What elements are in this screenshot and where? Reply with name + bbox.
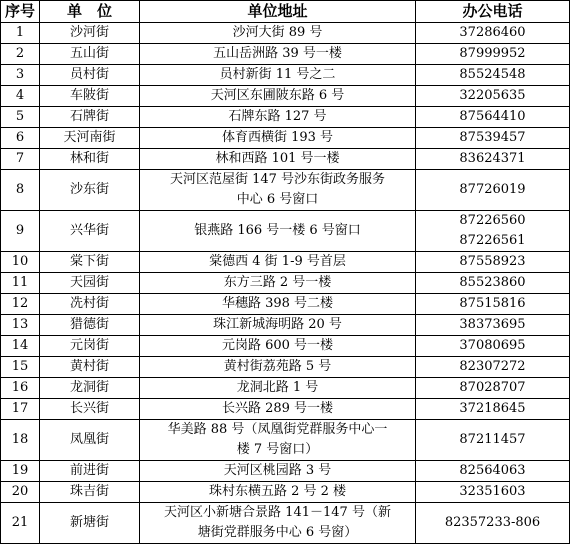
table-row — [1, 128, 570, 149]
phone-number: 82357233-806 — [444, 515, 541, 530]
table-row — [1, 149, 570, 170]
unit-address — [140, 503, 416, 544]
unit-name: 龙洞街 — [40, 378, 140, 399]
phone-number: 37080695 — [459, 338, 526, 353]
unit-name: 珠吉街 — [40, 482, 140, 503]
address-line: 员村新街 11 号之二 — [219, 67, 336, 82]
unit-name: 五山街 — [40, 44, 140, 65]
phone-number: 82564063 — [459, 463, 526, 478]
unit-address — [140, 128, 416, 149]
row-number: 2 — [1, 44, 40, 65]
unit-address — [140, 336, 416, 357]
unit-name: 元岗街 — [40, 336, 140, 357]
address-line: 天河区范屋街 147 号沙东街政务服务 — [169, 172, 386, 187]
table-row — [1, 211, 570, 252]
phone-number: 32351603 — [459, 484, 526, 499]
unit-address — [140, 86, 416, 107]
unit-name: 沙东街 — [40, 170, 140, 211]
unit-name: 天园街 — [40, 273, 140, 294]
phone-number: 87558923 — [459, 254, 526, 269]
phone-number: 87226560 — [459, 213, 526, 228]
office-phone — [416, 149, 570, 170]
row-number: 6 — [1, 128, 40, 149]
address-line: 华美路 88 号（凤凰街党群服务中心一 — [167, 422, 388, 437]
address-line: 五山岳洲路 39 号一楼 — [213, 46, 342, 61]
header-unit: 单 位 — [40, 1, 140, 23]
address-line: 中心 6 号窗口 — [236, 192, 319, 207]
office-phone — [416, 252, 570, 273]
phone-number: 83624371 — [459, 151, 526, 166]
table-row — [1, 44, 570, 65]
address-line: 石牌东路 127 号 — [228, 109, 327, 124]
phone-number: 85524548 — [459, 67, 526, 82]
unit-address — [140, 294, 416, 315]
address-line: 长兴路 289 号一楼 — [221, 401, 334, 416]
unit-address — [140, 378, 416, 399]
office-phone — [416, 503, 570, 544]
table-row — [1, 399, 570, 420]
office-phone — [416, 107, 570, 128]
table-row — [1, 107, 570, 128]
phone-number: 87999952 — [459, 46, 526, 61]
office-phone — [416, 294, 570, 315]
address-line: 珠村东横五路 2 号 2 楼 — [208, 484, 347, 499]
row-number: 9 — [1, 211, 40, 252]
row-number: 21 — [1, 503, 40, 544]
unit-address — [140, 44, 416, 65]
row-number: 18 — [1, 420, 40, 461]
unit-name: 林和街 — [40, 149, 140, 170]
office-phone — [416, 378, 570, 399]
row-number: 8 — [1, 170, 40, 211]
row-number: 7 — [1, 149, 40, 170]
table-row — [1, 294, 570, 315]
row-number: 13 — [1, 315, 40, 336]
table-row — [1, 482, 570, 503]
unit-address — [140, 357, 416, 378]
unit-address — [140, 65, 416, 86]
office-phone — [416, 128, 570, 149]
row-number: 16 — [1, 378, 40, 399]
unit-name: 冼村街 — [40, 294, 140, 315]
row-number: 4 — [1, 86, 40, 107]
table-row — [1, 86, 570, 107]
unit-address — [140, 273, 416, 294]
address-line: 棠德西 4 街 1-9 号首层 — [209, 254, 346, 269]
unit-name: 凤凰街 — [40, 420, 140, 461]
address-line: 天河区小新塘合景路 141－147 号（新 — [164, 505, 391, 520]
unit-address — [140, 482, 416, 503]
phone-number: 38373695 — [459, 317, 526, 332]
header-row — [1, 1, 570, 23]
unit-address — [140, 399, 416, 420]
table-row — [1, 170, 570, 211]
address-line: 天河区东圃陂东路 6 号 — [210, 88, 345, 103]
phone-number: 37286460 — [459, 25, 526, 40]
address-line: 华穗路 398 号二楼 — [221, 296, 334, 311]
row-number: 15 — [1, 357, 40, 378]
row-number: 20 — [1, 482, 40, 503]
unit-address — [140, 23, 416, 44]
table-row — [1, 273, 570, 294]
unit-address — [140, 420, 416, 461]
office-phone — [416, 357, 570, 378]
unit-name: 车陂街 — [40, 86, 140, 107]
address-line: 楼 7 号窗口） — [236, 442, 319, 457]
unit-name: 天河南街 — [40, 128, 140, 149]
row-number: 3 — [1, 65, 40, 86]
address-line: 元岗路 600 号一楼 — [221, 338, 334, 353]
table-row — [1, 23, 570, 44]
header-address: 单位地址 — [140, 1, 416, 23]
table-row — [1, 420, 570, 461]
unit-address — [140, 149, 416, 170]
table-row — [1, 252, 570, 273]
table-row — [1, 461, 570, 482]
phone-number: 32205635 — [459, 88, 526, 103]
office-phone — [416, 273, 570, 294]
unit-name: 长兴街 — [40, 399, 140, 420]
phone-number: 87564410 — [459, 109, 526, 124]
unit-name: 石牌街 — [40, 107, 140, 128]
phone-number: 87726019 — [459, 182, 526, 197]
unit-name: 猎德街 — [40, 315, 140, 336]
row-number: 17 — [1, 399, 40, 420]
phone-number: 87211457 — [459, 432, 526, 447]
unit-name: 兴华街 — [40, 211, 140, 252]
phone-number: 37218645 — [459, 401, 526, 416]
address-line: 沙河大街 89 号 — [232, 25, 323, 40]
unit-name: 沙河街 — [40, 23, 140, 44]
address-line: 天河区桃园路 3 号 — [223, 463, 332, 478]
unit-address — [140, 461, 416, 482]
office-phone — [416, 399, 570, 420]
office-phone — [416, 336, 570, 357]
table-row — [1, 357, 570, 378]
table-row — [1, 336, 570, 357]
office-phone — [416, 86, 570, 107]
table-row — [1, 65, 570, 86]
address-line: 珠江新城海明路 20 号 — [213, 317, 342, 332]
unit-name: 黄村街 — [40, 357, 140, 378]
office-phone — [416, 170, 570, 211]
table-body — [1, 23, 570, 544]
unit-name: 前进街 — [40, 461, 140, 482]
unit-address — [140, 315, 416, 336]
unit-name: 员村街 — [40, 65, 140, 86]
phone-number: 87226561 — [459, 233, 526, 248]
row-number: 14 — [1, 336, 40, 357]
phone-number: 87539457 — [459, 130, 526, 145]
address-line: 体育西横街 193 号 — [221, 130, 334, 145]
office-phone — [416, 23, 570, 44]
phone-number: 82307272 — [459, 359, 526, 374]
phone-number: 87028707 — [459, 380, 526, 395]
office-phone — [416, 420, 570, 461]
unit-name: 棠下街 — [40, 252, 140, 273]
row-number: 19 — [1, 461, 40, 482]
office-phone — [416, 482, 570, 503]
unit-address — [140, 252, 416, 273]
row-number: 5 — [1, 107, 40, 128]
address-line: 黄村街荔苑路 5 号 — [223, 359, 332, 374]
row-number: 10 — [1, 252, 40, 273]
address-line: 塘街党群服务中心 6 号窗） — [197, 525, 358, 540]
address-line: 龙洞北路 1 号 — [236, 380, 319, 395]
address-line: 林和西路 101 号一楼 — [215, 151, 340, 166]
office-phone — [416, 65, 570, 86]
table-row — [1, 315, 570, 336]
table-row — [1, 503, 570, 544]
unit-address — [140, 170, 416, 211]
office-phone — [416, 315, 570, 336]
unit-address — [140, 107, 416, 128]
office-phone — [416, 44, 570, 65]
address-line: 银燕路 166 号一楼 6 号窗口 — [194, 223, 361, 238]
unit-address — [140, 211, 416, 252]
row-number: 11 — [1, 273, 40, 294]
phone-number: 87515816 — [459, 296, 526, 311]
address-line: 东方三路 2 号一楼 — [223, 275, 332, 290]
office-phone — [416, 461, 570, 482]
phone-number: 85523860 — [459, 275, 526, 290]
row-number: 1 — [1, 23, 40, 44]
row-number: 12 — [1, 294, 40, 315]
office-phone — [416, 211, 570, 252]
header-no: 序号 — [1, 1, 40, 23]
unit-name: 新塘街 — [40, 503, 140, 544]
table-row — [1, 378, 570, 399]
header-phone: 办公电话 — [416, 1, 570, 23]
